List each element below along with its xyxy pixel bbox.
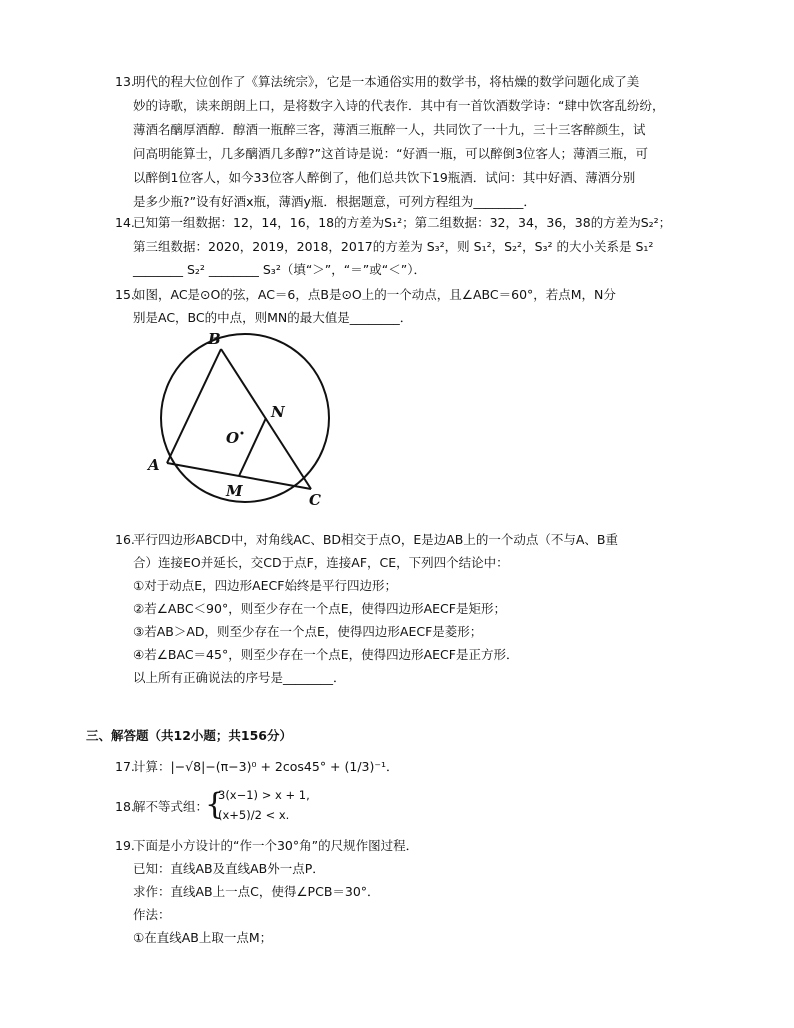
question-15-number: 15. <box>115 287 135 302</box>
q15-line-1: 如图，AC是⊙O的弦，AC＝6，点B是⊙O上的一个动点，且∠ABC＝60°，若点M，N分 <box>133 287 616 302</box>
q14-line-2: 第三组数据：2020，2019，2018，2017的方差为 S₃²，则 S₁²，S₂²，S₃² 的大小关系是 S₁² <box>133 239 654 254</box>
q16-statement-1: ①对于动点E，四边形AECF始终是平行四边形； <box>133 578 397 593</box>
question-19-number: 19. <box>115 838 135 853</box>
q19-given: 已知：直线AB及直线AB外一点P． <box>133 861 325 876</box>
q13-line-1: 明代的程大位创作了《算法统宗》，它是一本通俗实用的数学书，将枯燥的数学问题化成了美 <box>133 74 640 89</box>
q19-step-1: ①在直线AB上取一点M； <box>133 930 273 945</box>
circle-geometry-figure <box>140 326 350 511</box>
q18-inequality-2: (x+5)/2 < x. <box>218 808 290 822</box>
q13-line-3: 薄酒名醨厚酒醇．醇酒一瓶醉三客，薄酒三瓶醉一人，共同饮了一十九，三十三客醉颜生，试 <box>133 122 646 137</box>
label-m: M <box>226 482 243 500</box>
q13-line-2: 妙的诗歌，读来朗朗上口，是将数字入诗的代表作．其中有一首饮酒数学诗：“肆中饮客乱纷纷， <box>133 98 665 113</box>
q19-required: 求作：直线AB上一点C，使得∠PCB＝30°． <box>133 884 380 899</box>
q18-prefix: 解不等式组： <box>133 799 209 814</box>
q16-line-1: 平行四边形ABCD中，对角线AC、BD相交于点O，E是边AB上的一个动点（不与A、B重 <box>133 532 619 547</box>
q19-line-1: 下面是小方设计的“作一个30°角”的尺规作图过程． <box>133 838 419 853</box>
q16-line-2: 合）连接EO并延长，交CD于点F，连接AF，CE，下列四个结论中： <box>133 555 509 570</box>
section-3-title: 三、解答题（共12小题；共156分） <box>86 728 292 743</box>
label-c: C <box>309 491 321 509</box>
q16-statement-3: ③若AB＞AD，则至少存在一个点E，使得四边形AECF是菱形； <box>133 624 483 639</box>
label-o: O <box>226 429 240 447</box>
q14-line-3: ________ S₂² ________ S₃²（填“＞”，“＝”或“＜”）． <box>133 262 426 277</box>
question-17-number: 17. <box>115 759 135 774</box>
question-18-number: 18. <box>115 799 135 814</box>
brace-icon: { <box>205 787 225 822</box>
label-b: B <box>208 330 221 348</box>
q14-line-1: 已知第一组数据：12，14，16，18的方差为S₁²；第二组数据：32，34，36，38的方差为S₂²； <box>133 215 672 230</box>
q13-line-4: 问高明能算士，几多醨酒几多醇?”这首诗是说：“好酒一瓶，可以醉倒3位客人；薄酒三瓶，可 <box>133 146 649 161</box>
label-n: N <box>271 403 285 421</box>
q16-statement-4: ④若∠BAC＝45°，则至少存在一个点E，使得四边形AECF是正方形． <box>133 647 519 662</box>
q17-expression: 计算：|−√8|−(π−3)⁰ + 2cos45° + (1/3)⁻¹． <box>133 759 399 774</box>
q16-answer-prompt: 以上所有正确说法的序号是________． <box>133 670 346 685</box>
segment-ab <box>167 349 221 463</box>
q16-statement-2: ②若∠ABC＜90°，则至少存在一个点E，使得四边形AECF是矩形； <box>133 601 506 616</box>
segment-mn <box>239 418 266 476</box>
q15-line-2: 别是AC，BC的中点，则MN的最大值是________． <box>133 310 413 325</box>
center-point-o <box>241 432 244 435</box>
question-14-number: 14. <box>115 215 135 230</box>
q18-inequality-1: 3(x−1) > x + 1, <box>218 788 310 802</box>
q13-line-6: 是多少瓶?”设有好酒x瓶，薄酒y瓶．根据题意，可列方程组为________． <box>133 194 536 209</box>
question-13-number: 13. <box>115 74 135 89</box>
q19-method-heading: 作法： <box>133 907 171 922</box>
q13-line-5: 以醉倒1位客人，如今33位客人醉倒了，他们总共饮下19瓶酒．试问：其中好酒、薄酒分别 <box>133 170 636 185</box>
question-16-number: 16. <box>115 532 135 547</box>
label-a: A <box>148 456 160 474</box>
